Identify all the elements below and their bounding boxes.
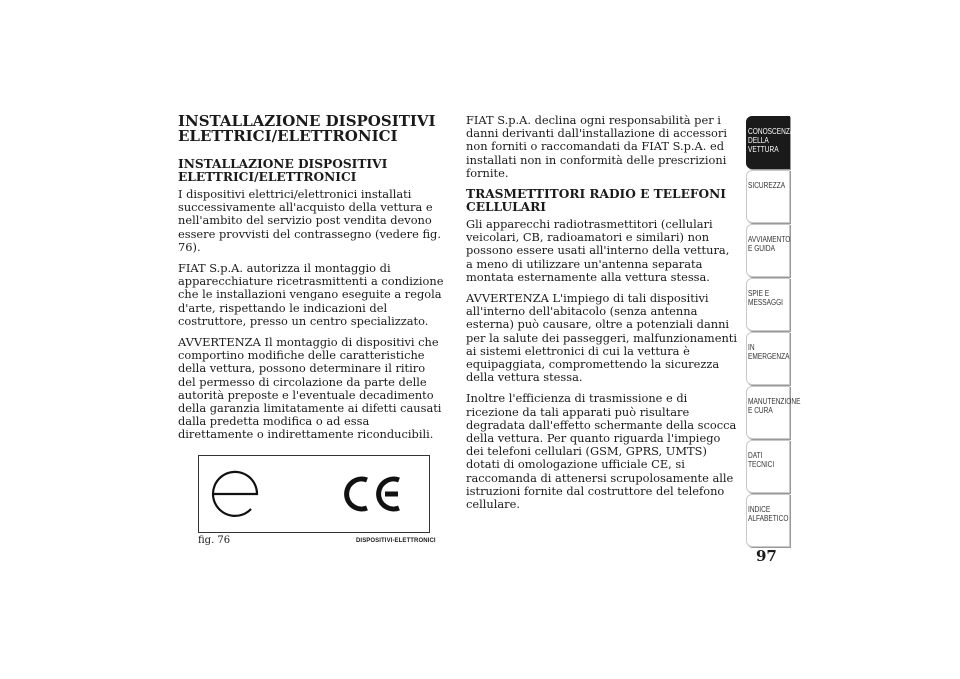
paragraph: Gli apparecchi radiotrasmettitori (cellulari veicolari, CB, radioamatori e similari) non possono essere usati all'interno della vettura, a meno di utilizzare un'antenna separata montata esternamente alla vettura stessa. xyxy=(466,217,730,284)
tab-in-emergenza[interactable]: IN EMERGENZA xyxy=(746,332,790,385)
tab-sicurezza[interactable]: SICUREZZA xyxy=(746,170,790,223)
marking-symbols xyxy=(199,456,429,532)
right-column xyxy=(466,114,738,519)
figure-tag: DISPOSITIVI-ELETTRONICI xyxy=(356,538,436,544)
figure-76 xyxy=(198,455,430,533)
section-heading: TRASMETTITORI RADIO E TELEFONI CELLULARI xyxy=(466,187,726,215)
e-mark-icon xyxy=(213,472,257,516)
tab-manutenzione-e-cura[interactable]: MANUTENZIONE E CURA xyxy=(746,386,790,439)
tab-indice-alfabetico[interactable]: INDICE ALFABETICO xyxy=(746,494,790,547)
chapter-tabs xyxy=(746,116,801,548)
left-column xyxy=(178,114,446,450)
tab-conoscenza-della-vettura[interactable]: CONOSCENZA DELLA VETTURA xyxy=(746,116,790,169)
paragraph: I dispositivi elettrici/elettronici installati successivamente all'acquisto della vettura e nell'ambito del servizio post vendita devono essere provvisti del contrassegno (vedere fig. 76). xyxy=(178,187,441,254)
tab-dati-tecnici[interactable]: DATI TECNICI xyxy=(746,440,790,493)
paragraph: Inoltre l'efficienza di trasmissione e di ricezione da tali apparati può risultare degradata dall'effetto schermante della scocca della vettura. Per quanto riguarda l'impiego dei telefoni cellulari (GSM, GPRS, UMTS) dotati di omologazione ufficiale CE, si raccomanda di attenersi scrupolosamente alle istruzioni fornite dal costruttore del telefono cellulare. xyxy=(466,391,737,512)
tab-spie-e-messaggi[interactable]: SPIE E MESSAGGI xyxy=(746,278,790,331)
tab-avviamento-e-guida[interactable]: AVVIAMENTO E GUIDA xyxy=(746,224,790,277)
section-title: INSTALLAZIONE DISPOSITIVI ELETTRICI/ELETTRONICI xyxy=(178,112,436,145)
figure-caption: fig. 76 xyxy=(198,535,231,546)
ce-mark-icon xyxy=(347,479,399,509)
warning-paragraph: AVVERTENZA L'impiego di tali dispositivi all'interno dell'abitacolo (senza antenna esterna) può causare, oltre a potenziali danni per la salute dei passeggeri, malfunzionamenti ai sistemi elettronici di cui la vettura è equipaggiata, compromettendo la sicurezza della vettura stessa. xyxy=(466,291,738,385)
section-subtitle: INSTALLAZIONE DISPOSITIVI ELETTRICI/ELETTRONICI xyxy=(178,157,388,184)
paragraph: FIAT S.p.A. declina ogni responsabilità per i danni derivanti dall'installazione di accessori non forniti o raccomandati da FIAT S.p.A. ed installati non in conformità delle prescrizioni fornite. xyxy=(466,113,727,180)
page-number: 97 xyxy=(756,547,777,565)
warning-paragraph: AVVERTENZA Il montaggio di dispositivi che comportino modifiche delle caratteristiche della vettura, possono determinare il ritiro del permesso di circolazione da parte delle autorità preposte e l'eventuale decadimento della garanzia limitatamente ai difetti causati dalla predetta modifica o ad essa direttamente o indirettamente riconducibili. xyxy=(178,335,442,442)
paragraph: FIAT S.p.A. autorizza il montaggio di apparecchiature ricetrasmittenti a condizione che le installazioni vengano eseguite a regola d'arte, rispettando le indicazioni del costruttore, presso un centro specializzato. xyxy=(178,261,444,328)
